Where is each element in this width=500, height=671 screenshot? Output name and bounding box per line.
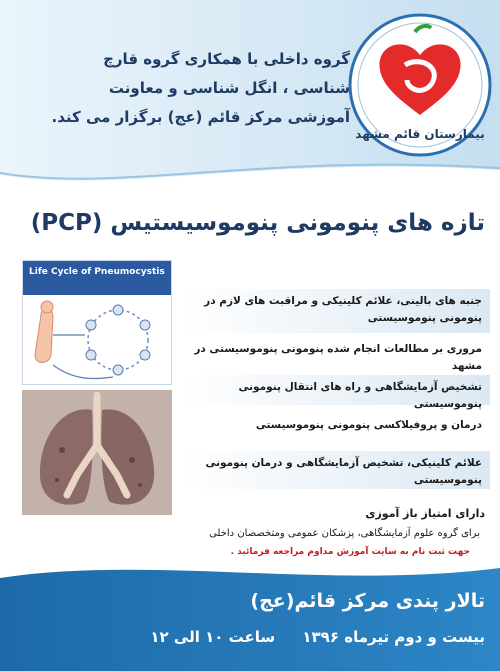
page-title: تازه های پنومونی پنوموسیستیس (PCP) [30, 210, 485, 236]
topic-item: علائم کلینیکی، تشخیص آزمایشگاهی و درمان پنومونی پنوموسیستی [180, 451, 490, 489]
topic-item: مروری بر مطالعات انجام شده پنومونی پنوموسیستی در مشهد [194, 343, 482, 372]
lifecycle-diagram-icon [23, 295, 172, 385]
topic-item: درمان و پروفیلاکسی پنومونی پنوموسیستی [255, 419, 482, 431]
hospital-logo-icon [345, 10, 495, 160]
hospital-logo [345, 10, 495, 160]
cme-audience: برای گروه علوم آزمایشگاهی، پزشکان عمومی ومتخصصان داخلی [209, 528, 480, 539]
header-wave [0, 155, 500, 200]
registration-note: جهت ثبت نام به سایت آموزش مداوم مراجعه فرمائید . [230, 547, 470, 557]
event-date: بیست و دوم تیرماه ۱۳۹۶ [302, 628, 485, 646]
intro-text: گروه داخلی با همکاری گروه قارچ شناسی ، انگل شناسی و معاونت آموزشی مرکز قائم (عج) برگزار می کند. [51, 50, 350, 126]
lifecycle-image [22, 260, 172, 385]
event-time: ساعت ۱۰ الی ۱۲ [150, 628, 276, 646]
logo-text: بیمارستان قائم مشهد [355, 127, 485, 141]
venue: تالار پندی مرکز قائم(عج) [250, 590, 485, 612]
cme-title: دارای امتیاز باز آموزی [365, 507, 485, 520]
lifecycle-image-title: Life Cycle of Pneumocystis [23, 261, 171, 295]
event-date-time [20, 628, 485, 646]
topic-item: تشخیص آزمایشگاهی و راه های انتقال پنومونی پنوموسیستی [180, 375, 490, 405]
topic-item: جنبه های بالینی، علائم کلینیکی و مراقبت های لازم در پنومونی پنوموسیستی [180, 289, 490, 333]
topics-list [180, 289, 490, 489]
lung-image [22, 390, 172, 515]
lung-photo-icon [22, 390, 172, 515]
footer-wave [0, 560, 500, 590]
